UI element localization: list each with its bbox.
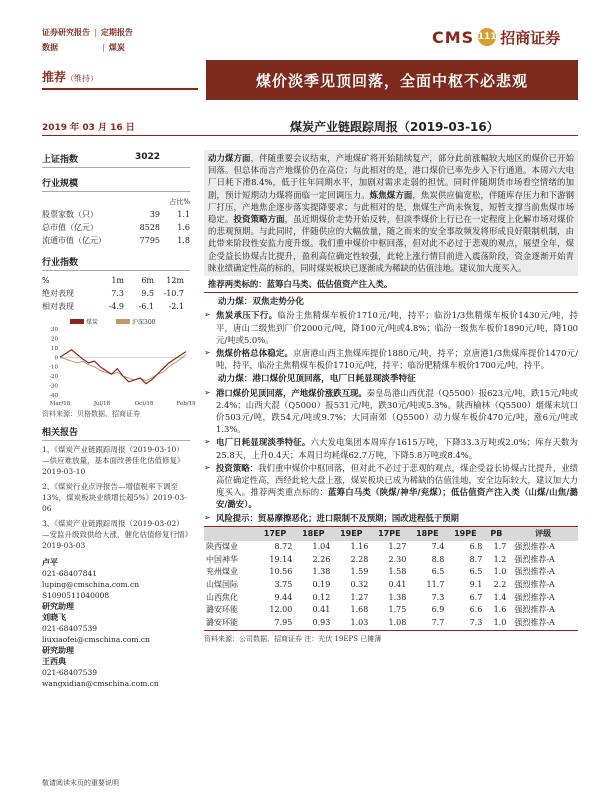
table-cell: 6.8 xyxy=(469,542,483,552)
table-cell: 10.56 xyxy=(269,567,293,577)
performance-chart-svg xyxy=(42,317,196,407)
table-cell: 1.38 xyxy=(312,567,331,577)
rating-label: 推荐 xyxy=(42,70,67,84)
table-cell: 0.19 xyxy=(312,580,331,590)
list-item xyxy=(204,347,578,371)
company-name: 陕西煤业 xyxy=(206,542,238,552)
y-tick-label: -20 xyxy=(49,374,58,381)
table-cell: 2.28 xyxy=(350,554,369,564)
table-cell: 3.75 xyxy=(274,580,293,590)
perf-cell: 7.3 xyxy=(111,289,124,298)
analyst-phone: 021-68407539 xyxy=(42,668,98,677)
recommendation: 推荐两类标的：蓝筹白马类、低估值资产注入类。 xyxy=(204,276,578,293)
summary-key: 投资策略方面 xyxy=(233,214,285,225)
rating-cell: 强烈推荐-A xyxy=(514,605,555,615)
table-header-cell: 17PE xyxy=(370,526,408,541)
legend-swatch xyxy=(70,319,84,324)
table-row xyxy=(204,617,578,630)
bullet-icon: ➢ xyxy=(204,348,211,358)
divider xyxy=(42,135,578,136)
table-cell: 8.7 xyxy=(469,554,483,564)
section-heading: 动力煤：双焦走势分化 xyxy=(218,297,304,308)
table-cell: 7.3 xyxy=(431,592,445,602)
summary-key: 炼焦煤方面 xyxy=(369,189,413,200)
footer-note: 敬请阅读末页的重要说明 xyxy=(42,779,119,787)
legend-swatch xyxy=(116,319,130,324)
analyst-role: 研究助理 xyxy=(42,646,74,655)
banner-title: 煤价淡季见顶回落，全面中枢不必悲观 xyxy=(206,60,578,100)
performance-chart xyxy=(42,317,196,407)
table-cell: 2.26 xyxy=(312,554,331,564)
table-header-cell: PB xyxy=(484,526,508,541)
summary-box xyxy=(204,150,578,276)
bullet-key: 蓝筹白马类（陕煤/神华/兖煤）；低估值资产注入类（山煤/山焦/潞安/潞安）。 xyxy=(216,487,578,510)
rating-cell: 强烈推荐-A xyxy=(514,617,555,627)
perf-cell: -10.7 xyxy=(163,289,184,298)
analyst-phone: 021-68407539 xyxy=(42,624,98,633)
bullet-key: 投资策略： xyxy=(216,462,259,473)
table-cell: 1.38 xyxy=(388,592,407,602)
table-cell: 1.59 xyxy=(350,567,369,577)
industry-scale xyxy=(42,176,190,247)
bullet-key: 焦煤价格总体稳定。 xyxy=(216,348,294,359)
table-cell: 0.12 xyxy=(312,592,331,602)
table-cell: 8.72 xyxy=(274,542,293,552)
table-cell: 1.7 xyxy=(493,542,507,552)
table-cell: 7.3 xyxy=(469,617,483,627)
report-title: 煤炭产业链跟踪周报（2019-03-16） xyxy=(290,120,499,134)
table-cell: 1.16 xyxy=(350,542,369,552)
perf-key: 相对表现 xyxy=(42,302,74,311)
y-tick-label: 30 xyxy=(51,327,58,333)
table-cell: 1.08 xyxy=(388,617,407,627)
table-cell: 0.93 xyxy=(312,617,331,627)
table-cell: 1.0 xyxy=(493,617,507,627)
perf-key: 绝对表现 xyxy=(42,289,74,298)
company-name: 潞安环能 xyxy=(206,605,238,615)
related-report-link[interactable]: 1、《煤炭产业链跟踪周报（2019-03-10）—供应难放量，基本面改善佳化估值修复》2019-03-10 xyxy=(42,445,185,476)
list-item xyxy=(204,436,578,460)
tag-data: 数据 xyxy=(42,43,58,52)
bullet-key: 港口煤价见顶回落，产地煤价涨跌互现。 xyxy=(216,387,367,398)
scale-row xyxy=(42,208,190,221)
scale-key: 流通市值（亿元） xyxy=(42,236,106,245)
table-cell: 6.5 xyxy=(469,567,483,577)
table-row xyxy=(204,566,578,579)
table-row xyxy=(204,541,578,554)
rating xyxy=(42,68,98,85)
table-header-cell: 17EP xyxy=(256,526,295,541)
table-cell: 2.2 xyxy=(493,580,507,590)
tag-periodic: 定期报告 xyxy=(100,28,133,37)
scale-row xyxy=(42,234,190,247)
index-value: 3022 xyxy=(134,152,160,162)
tag-industry: 煤炭 xyxy=(108,43,125,52)
main-content xyxy=(204,150,578,645)
table-source: 资料来源：公司数据、招商证券 注：光伏 19EPS 已摊薄 xyxy=(204,630,578,645)
x-tick-label: Mar/18 xyxy=(49,401,71,407)
list-item xyxy=(204,387,578,436)
rating-cell: 强烈推荐-A xyxy=(514,554,555,564)
perf-row xyxy=(42,287,190,300)
table-cell: 8.8 xyxy=(431,554,445,564)
table-cell: 1.4 xyxy=(493,592,507,602)
legend-label: 煤炭 xyxy=(86,319,99,326)
related-reports xyxy=(42,425,190,551)
industry-index xyxy=(42,255,190,313)
logo-en: CMS xyxy=(432,27,475,47)
y-tick-label: 0 xyxy=(54,355,58,362)
related-report-link[interactable]: 3、《煤炭产业链跟踪周报（2019-03-02）—安监升级致供给大涨，催化估值修复行情》2019-03-03 xyxy=(42,519,189,550)
analyst-name: 卢平 xyxy=(42,558,58,567)
rating-sub: （维持） xyxy=(66,74,99,83)
bullet-icon: ➢ xyxy=(204,387,211,397)
company-logo xyxy=(432,26,578,48)
summary-text: ，虽近期煤价走势开始反转，但淡季煤价上行已在一定程度上化解市场对煤价的悲观预期。与此同时，伴随供应的大幅放量，随之而来的安全事故频发将形成良好限制机制，由此带来阶段性安监力度升级。我们重申煤价中枢回落，但对此不必过于悲观的观点，展望全年，煤企受益长协煤占比提升，盈利高位确定性较强，此轮上涨行情目前进入震荡阶段，资金逐渐开始青睐业绩确定性高的标的，同时煤炭板块已逐渐成为稀缺的估值洼地。建议加大度买入。 xyxy=(208,214,575,273)
scale-pct: 1.1 xyxy=(177,210,190,219)
table-cell: 2.30 xyxy=(388,554,407,564)
company-name: 中国神华 xyxy=(206,554,238,564)
table-cell: 7.4 xyxy=(431,542,445,552)
table-cell: 0.41 xyxy=(388,580,407,590)
series-line-coal xyxy=(60,350,186,384)
y-tick-label: -40 xyxy=(49,393,58,399)
rating-cell: 强烈推荐-A xyxy=(514,580,555,590)
perf-cell: 9.5 xyxy=(141,289,154,298)
summary-text: ，焦炭供应偏宽松，伴随库存压力和下游钢厂打压，产地焦企逐步落实提降要求；与此相对的是，焦煤生产尚未恢复，短暂支撑当前焦煤市场稳定。 xyxy=(208,189,575,225)
bullet-icon: ➢ xyxy=(204,462,211,472)
bullet-text: 临汾主焦精煤车板价1710元/吨，持平；临汾1/3焦精煤车板价1430元/吨，持平，唐山二级焦到厂价2000元/吨，降100元/吨或4.8%；临汾一级焦车板价1890元/吨，降100元/吨或5.0%。 xyxy=(216,310,579,345)
table-cell: 0.41 xyxy=(312,605,331,615)
table-cell: 1.75 xyxy=(388,605,407,615)
bullet-key: 电厂日耗显现淡季特征。 xyxy=(216,437,311,448)
perf-row xyxy=(42,300,190,313)
valuation-table xyxy=(204,526,578,629)
table-cell: 12.00 xyxy=(269,605,293,615)
list-item xyxy=(204,512,578,524)
rating-cell: 强烈推荐-A xyxy=(514,542,555,552)
table-header-cell: 18PE xyxy=(408,526,446,541)
company-name: 兖州煤业 xyxy=(206,567,238,577)
perf-head-cell: 12m xyxy=(166,276,184,285)
summary-key: 动力煤方面 xyxy=(208,153,251,163)
perf-cell: -2.1 xyxy=(168,302,184,311)
related-report-link[interactable]: 2、《煤炭行业点评报告—增值税率下调至13%，煤炭板块业绩增长超5%》2019-03-06 xyxy=(42,482,187,513)
scale-pct: 1.6 xyxy=(177,223,190,232)
scale-value: 7795 xyxy=(139,236,160,245)
table-cell: 0.32 xyxy=(350,580,369,590)
table-cell: 1.27 xyxy=(350,592,369,602)
x-tick-label: Jul/18 xyxy=(93,401,111,407)
scale-key: 总市值（亿元） xyxy=(42,223,98,232)
table-header-row xyxy=(204,526,578,541)
table-row xyxy=(204,604,578,617)
list-item xyxy=(204,309,578,346)
report-date: 2019 年 03 月 16 日 xyxy=(42,123,135,133)
legend-label: 沪深300 xyxy=(132,319,156,326)
perf-cell: -6.1 xyxy=(138,302,154,311)
section-heading: 动力煤：港口煤价见顶回落，电厂日耗显现淡季特征 xyxy=(218,374,416,385)
table-cell: 1.6 xyxy=(493,605,507,615)
x-tick-label: Feb/19 xyxy=(176,401,196,407)
y-tick-label: 10 xyxy=(51,345,58,352)
perf-head-cell: 6m xyxy=(141,276,154,285)
bullet-key: 焦炭承压下行。 xyxy=(216,310,278,321)
analyst-cert: S1090511040008 xyxy=(42,591,110,600)
x-tick-label: Oct/18 xyxy=(134,401,154,407)
table-header-cell xyxy=(204,526,256,541)
tag-report-type: 证券研究报告 xyxy=(42,28,90,37)
y-tick-label: 20 xyxy=(51,336,58,343)
table-header-cell: 19EP xyxy=(332,526,370,541)
company-name: 潞安环能 xyxy=(206,617,238,627)
bullet-icon: ➢ xyxy=(204,437,211,447)
company-name: 山煤国际 xyxy=(206,580,238,590)
analyst-email[interactable]: liuxiaofei@cmschina.com.cn xyxy=(42,635,150,644)
analyst-email[interactable]: luping@cmschina.com.cn xyxy=(42,580,140,589)
index-row xyxy=(42,150,190,168)
table-cell: 6.7 xyxy=(469,592,483,602)
table-header-cell: 评级 xyxy=(508,526,578,541)
table-row xyxy=(204,554,578,567)
perf-header xyxy=(42,274,190,287)
bullet-text: 秦皇岛港山西优混（Q5500）报623元/吨，跌15元/吨或2.4%；山西大混（Q5000）报531元/吨，跌30元/吨或5.3%。陕西榆林（Q5500）烟煤末坑口价503元/吨，跌54元/吨或9.7%；大同南郊（Q5500）动力煤车板价470元/吨，涨6元/吨或1.3%。 xyxy=(216,387,578,435)
sidebar xyxy=(42,150,196,689)
analyst-phone: 021-68407841 xyxy=(42,569,98,578)
company-name: 山西焦化 xyxy=(206,592,238,602)
table-cell: 1.2 xyxy=(493,554,507,564)
bullet-text: 贸易摩擦恶化；进口限制不及预期；国改进程低于预期 xyxy=(257,512,459,523)
table-cell: 1.58 xyxy=(388,567,407,577)
table-cell: 6.6 xyxy=(469,605,483,615)
index-label: 上证指数 xyxy=(42,155,79,165)
table-cell: 1.27 xyxy=(388,542,407,552)
table-header-cell: 18EP xyxy=(294,526,332,541)
divider xyxy=(42,88,198,90)
scale-value: 8528 xyxy=(139,223,160,232)
perf-head-cell: 1m xyxy=(111,276,124,285)
rating-cell: 强烈推荐-A xyxy=(514,592,555,602)
bullet-text: 我们重申煤价中枢回落，但对此不必过于悲观的观点，煤企受益长协煤占比提升，业绩高位确定性高，西经此轮大盘上涨，煤炭板块已成为稀缺的估值洼地，安全边际较大，建议加大力度买入。推荐两类重点标的： xyxy=(216,462,579,498)
related-title: 相关报告 xyxy=(42,425,190,441)
table-cell: 9.1 xyxy=(469,580,483,590)
scale-col-header xyxy=(42,195,190,208)
logo-cn: 招商证券 xyxy=(500,28,561,47)
perf-cell: -4.9 xyxy=(108,302,124,311)
summary-text: ，伴随重要会议结束，产地煤矿将开始陆续复产，部分此前涨幅较大地区的煤价已开始回落。但总体而言产地煤价仍在高位；与此相对的是，港口煤价已率先步入下行通道。本周六大电厂日耗下滑8.4%，低于往年同期水平，加剧对需求走弱的担忧。同时伴随期货市场看空情绪的加剧，预计短期动力煤将面临一定回调压力。 xyxy=(208,153,575,200)
analyst-role: 研究助理 xyxy=(42,602,74,611)
table-cell: 9.44 xyxy=(274,592,293,602)
bullet-text: 京唐港山西主焦煤库提价1880元/吨，持平；京唐港1/3焦煤库提价1470元/吨，持平，临汾主焦精煤车板价1710元/吨，持平；临汾肥精煤车板价1700元/吨，持平。 xyxy=(216,348,579,371)
table-header-cell: 19PE xyxy=(446,526,484,541)
scale-header xyxy=(42,176,190,192)
analyst-email[interactable]: wangxidian@cmschina.com.cn xyxy=(42,679,159,688)
table-cell: 19.14 xyxy=(269,554,293,564)
table-cell: 7.7 xyxy=(431,617,445,627)
table-body xyxy=(204,541,578,629)
table-cell: 11.7 xyxy=(426,580,445,590)
y-tick-label: -10 xyxy=(49,364,58,371)
table-cell: 1.0 xyxy=(493,567,507,577)
rating-cell: 强烈推荐-A xyxy=(514,567,555,577)
bullet-icon: ➢ xyxy=(204,310,211,320)
header-tags: 证券研究报告 | 定期报告 数据 | 煤炭 xyxy=(42,28,133,52)
table-cell: 1.04 xyxy=(312,542,331,552)
chart-source: 资料来源：贝格数据、招商证券 xyxy=(42,410,140,418)
analyst-name: 王西典 xyxy=(42,657,66,666)
analyst-name: 刘晓飞 xyxy=(42,613,66,622)
table-row xyxy=(204,591,578,604)
table-row xyxy=(204,579,578,592)
table-cell: 6.9 xyxy=(431,605,445,615)
table-cell: 6.5 xyxy=(431,567,445,577)
scale-title: 行业规模 xyxy=(42,179,79,189)
logo-badge-icon: 111 xyxy=(478,28,496,46)
y-tick-label: -30 xyxy=(49,383,58,390)
perf-head-cell: % xyxy=(42,276,50,285)
table-cell: 1.03 xyxy=(350,617,369,627)
bullet-text: 六大发电集团本周库存1615万吨，下降33.3万吨或2.0%；库存天数为25.8天，上升0.4天；本周日均耗煤62.7万吨，下降5.8万吨或8.4%。 xyxy=(216,437,579,460)
list-item xyxy=(204,462,578,511)
perf-title: 行业指数 xyxy=(42,255,190,271)
scale-value: 39 xyxy=(149,210,160,219)
scale-key: 股票家数（只） xyxy=(42,210,98,219)
scale-row xyxy=(42,221,190,234)
bullet-key: 风险提示： xyxy=(216,512,258,523)
scale-pct-header: 占比% xyxy=(169,197,190,206)
table-cell: 7.95 xyxy=(274,617,293,627)
analyst-contacts xyxy=(42,557,190,689)
bullet-icon: ➢ xyxy=(204,512,211,522)
table-cell: 1.68 xyxy=(350,605,369,615)
scale-pct: 1.8 xyxy=(177,236,190,245)
